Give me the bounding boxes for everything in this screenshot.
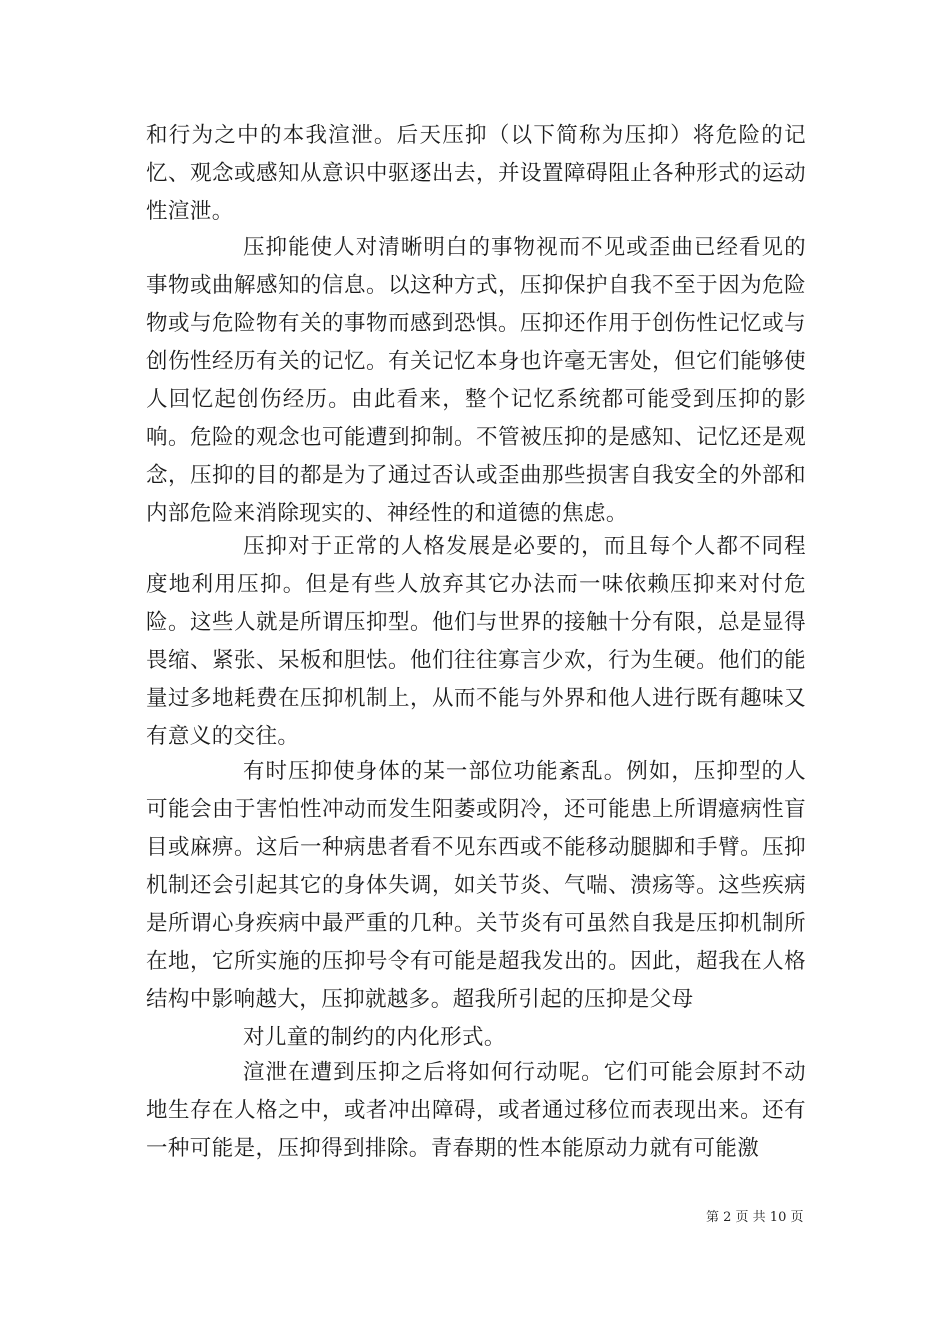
page-number: 第 2 页 共 10 页 xyxy=(706,1210,804,1225)
paragraph-5 xyxy=(146,1054,806,1168)
paragraph-3 xyxy=(146,528,806,756)
paragraph-1 xyxy=(146,117,806,231)
paragraph-text: 压抑对于正常的人格发展是必要的，而且每个人都不同程度地利用压抑。但是有些人放弃其它办法而一味依赖压抑来对付危险。这些人就是所谓压抑型。他们与世界的接触十分有限，总是显得畏缩、紧张、呆板和胆怯。他们往往寡言少欢，行为生硬。他们的能量过多地耗费在压抑机制上，从而不能与外界和他人进行既有趣味又有意义的交往。 xyxy=(146,534,806,749)
paragraph-text: 对儿童的制约的内化形式。 xyxy=(243,1025,506,1050)
paragraph-4 xyxy=(146,753,806,1057)
paragraph-text: 有时压抑使身体的某一部位功能紊乱。例如，压抑型的人可能会由于害怕性冲动而发生阳萎或阴冷，还可能患上所谓癔病性盲目或麻痹。这后一种病患者看不见东西或不能移动腿脚和手臂。压抑机制还会引起其它的身体失调，如关节炎、气喘、溃疡等。这些疾病是所谓心身疾病中最严重的几种。关节炎有可虽然自我是压抑机制所在地，它所实施的压抑号令有可能是超我发出的。因此，超我在人格结构中影响越大，压抑就越多。超我所引起的压抑是父母 xyxy=(146,759,806,1012)
paragraph-2 xyxy=(146,229,806,533)
paragraph-text: 压抑能使人对清晰明白的事物视而不见或歪曲已经看见的事物或曲解感知的信息。以这种方式，压抑保护自我不至于因为危险物或与危险物有关的事物而感到恐惧。压抑还作用于创伤性记忆或与创伤性经历有关的记忆。有关记忆本身也许毫无害处，但它们能够使人回忆起创伤经历。由此看来，整个记忆系统都可能受到压抑的影响。危险的观念也可能遭到抑制。不管被压抑的是感知、记忆还是观念，压抑的目的都是为了通过否认或歪曲那些损害自我安全的外部和内部危险来消除现实的、神经性的和道德的焦虑。 xyxy=(146,235,806,526)
paragraph-text: 和行为之中的本我渲泄。后天压抑（以下简称为压抑）将危险的记忆、观念或感知从意识中驱逐出去，并设置障碍阻止各种形式的运动性渲泄。 xyxy=(146,123,806,224)
paragraph-text: 渲泄在遭到压抑之后将如何行动呢。它们可能会原封不动地生存在人格之中，或者冲出障碍，或者通过移位而表现出来。还有一种可能是，压抑得到排除。青春期的性本能原动力就有可能激 xyxy=(146,1060,806,1161)
